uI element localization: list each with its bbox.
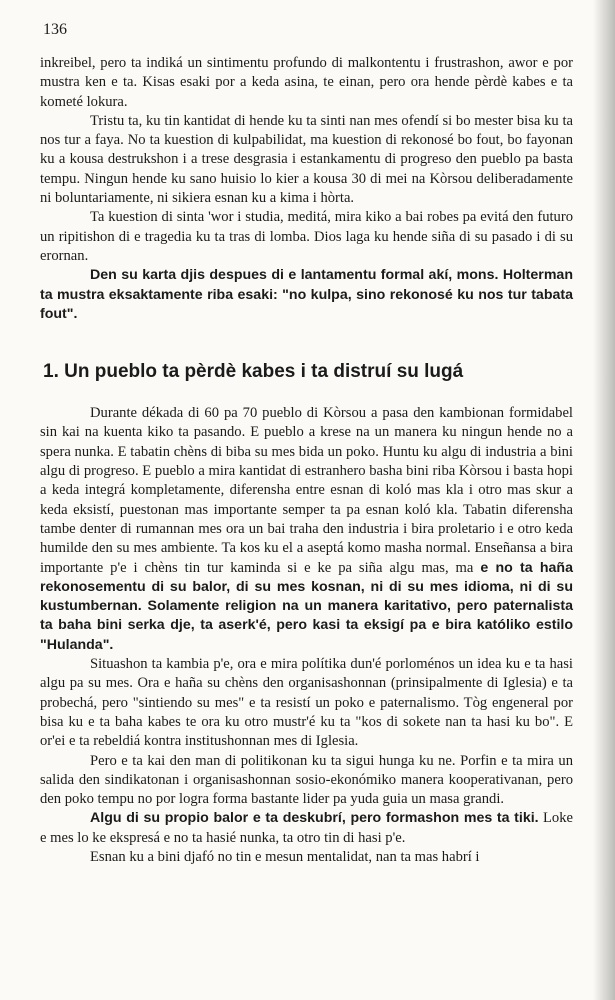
bold-text: Algu di su propio balor e ta deskubrí, pero formashon mes ta tiki. xyxy=(90,810,539,827)
section-heading: 1. Un pueblo ta pèrdè kabes i ta distruí su lugá xyxy=(43,361,464,383)
paragraph: Ta kuestion di sinta 'wor i studia, meditá, mira kiko a bai robes pa evitá den futuro un ripitishon di e tragedia ku ta tras di lomba. Dios laga ku hende siña di su pasado i di su erornan. xyxy=(40,209,573,264)
page-number: 136 xyxy=(43,21,67,38)
page-binding-shadow xyxy=(593,0,615,1000)
section-paragraph-5: Esnan ku a bini djafó no tin e mesun mentalidat, nan ta mas habrí i xyxy=(90,848,480,865)
paragraph-text: Loke e mes lo ke ekspresá e no ta hasié nunka, ta otro tin di hasi p'e. xyxy=(40,810,573,846)
section-paragraph-4 xyxy=(40,809,573,848)
section-paragraph-1 xyxy=(40,404,573,655)
bold-text: e no ta haña rekonosementu di su balor, di su mes kosnan, ni di su mes idioma, ni di su kustumbernan. Solamente religion na un manera karitativo, pero paternalista ta baha bini serka dje, ta aserk'é, pero kasi ta eksigí pa e bira katóliko estilo "Hulanda". xyxy=(40,559,573,653)
paragraph: Tristu ta, ku tin kantidat di hende ku ta sinti nan mes ofendí si bo mester bisa ku ta nos tur a faya. No ta kuestion di kulpabilidat, ma kuestion di rekonosé bo fout, bo fayonan ku a kousa destrukshon i a trese desgrasia i estankamentu di progreso den pueblo pa basta tempu. Ningun hende ku sano huisio lo kier a kousa 30 di mei na Kòrsou deliberadamente ni boluntariamente, ni sikiera esnan ku a kima i hòrta. xyxy=(40,112,573,207)
book-page xyxy=(40,20,573,867)
paragraph-continued: inkreibel, pero ta indiká un sintimentu profundo di malkontentu i frustrashon, awor e por mustra ken e ta. Kisas esaki por a keda asina, te einan, pero ora hende pèrdè kabes e ta kometé lokura. xyxy=(40,55,573,110)
section-paragraph-2: Situashon ta kambia p'e, ora e mira polítika dun'é porloménos un idea ku e ta hasi algu pa su mes. Ora e haña su chèns den organisashonnan (prinsipalmente di Iglesia) e ta probechá, pero "sintiendo su mes" e ta resistí un poko e paternalismo. Tòg engeneral por bisa ku e ta baha kabes te ora ku otro mustr'é ku ta "kos di sokete nan ta hasi ku bo". E or'ei e ta rebeldiá kontra institushonnan mes di Iglesia. xyxy=(40,656,573,750)
paragraph-text: Durante dékada di 60 pa 70 pueblo di Kòrsou a pasa den kambionan formidabel sin kai na kuenta kiko ta pasando. E pueblo a krese na un manera ku ningun hende no a spera nunka. E tabatin chèns di biba su mes bida un poko. Huntu ku algu di industria a bini algu di progreso. E pueblo a mira kantidat di estranhero basha bini riba Kòrsou i basta hopi a keda integrá kompletamente, diferensha entre esnan di koló mas kla i otro mas skur a keda eksistí, puestonan mas importante semper ta pa esnan koló kla. Tabatin diferensha tambe denter di rumannan mes ora un bai traha den industria i bira proletario i e otro keda humilde den su mes ambiente. Ta kos ku el a aseptá komo masha normal. Enseñansa a bira importante p'e i chèns tin tur kaminda si e ke pa siña algu mas, ma xyxy=(40,405,573,576)
section-paragraph-3: Pero e ta kai den man di politikonan ku ta sigui hunga ku ne. Porfin e ta mira un salida den sindikatonan i organisashonnan sosio-ekonómiko manera kooperativanan, pero den poko tempu no por logra forma bastante lider pa yuda guia un masa grandi. xyxy=(40,752,573,808)
bold-paragraph: Den su karta djis despues di e lantamentu formal akí, mons. Holterman ta mustra eksaktamente riba esaki: "no kulpa, sino rekonosé ku nos tur tabata fout". xyxy=(40,267,573,322)
